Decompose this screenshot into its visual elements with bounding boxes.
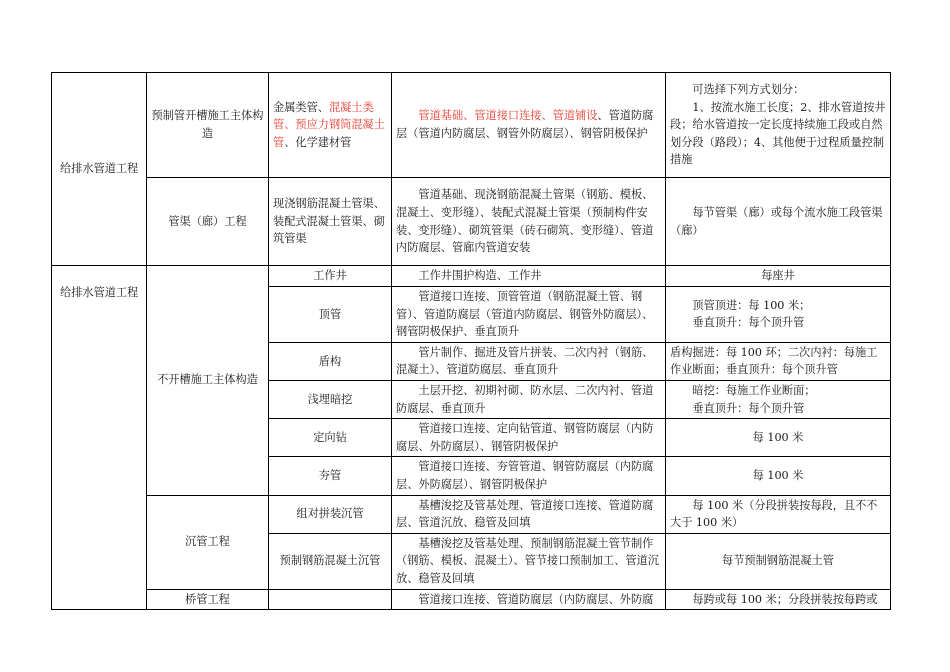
material-cell: 现浇钢筋混凝土管渠、装配式混凝土管渠、砌筑管渠 — [269, 178, 392, 266]
content-cell: 管道基础、管道接口连接、管道铺设、管道防腐层（管道内防腐层、钢管外防腐层）、钢管阴极保护 — [392, 73, 666, 178]
item-name-cell: 预制钢筋混凝土沉管 — [269, 533, 392, 589]
table-row — [52, 495, 891, 533]
item-name-cell: 定向钻 — [269, 419, 392, 457]
subunit-cell: 管渠（廊）工程 — [147, 178, 269, 266]
unit-cell: 每 100 米 — [666, 419, 891, 457]
subunit-cell: 沉管工程 — [147, 495, 269, 589]
unit-cell: 可选择下列方式划分： 1、按流水施工长度；2、排水管道按井段；给水管道按一定长度持续施工段或自然划分段（路段）；4、其他便于过程质量控制措施 — [666, 73, 891, 178]
group-name-cell — [52, 73, 147, 266]
subunit-cell: 桥管工程 — [147, 589, 269, 610]
item-name-cell: 顶管 — [269, 287, 392, 343]
item-name-cell: 组对拼装沉管 — [269, 495, 392, 533]
material-cell: 金属类管、混凝土类管、预应力钢筒混凝土管、化学建材管 — [269, 73, 392, 178]
content-cell: 管片制作、掘进及管片拼装、二次内衬（钢筋、混凝土）、管道防腐层、垂直顶升 — [392, 342, 666, 380]
content-cell: 工作井围护构造、工作井 — [392, 266, 666, 287]
table-row — [52, 178, 891, 266]
unit-cell: 每 100 米 — [666, 457, 891, 495]
unit-cell: 每节管渠（廊）或每个流水施工段管渠（廊） — [666, 178, 891, 266]
item-name-cell — [269, 589, 392, 610]
unit-cell: 盾构掘进：每 100 环；二次内衬：每施工作业断面；垂直顶升：每个顶升管 — [666, 342, 891, 380]
group-name: 给排水管道工程 — [60, 162, 139, 176]
unit-cell: 每座井 — [666, 266, 891, 287]
content-cell: 土层开挖、初期衬砌、防水层、二次内衬、管道防腐层、垂直顶升 — [392, 380, 666, 418]
unit-cell: 每跨或每 100 米；分段拼装按每跨或 — [666, 589, 891, 610]
content-cell: 管道接口连接、顶管管道（钢筋混凝土管、钢管）、管道防腐层（管道内防腐层、钢管外防腐层）、钢管阴极保护、垂直顶升 — [392, 287, 666, 343]
group-name-cell: 给排水管道工程 — [52, 266, 147, 610]
content-cell: 基槽浚挖及管基处理、管道接口连接、管道防腐层、管道沉放、稳管及回填 — [392, 495, 666, 533]
content-cell: 管道接口连接、管道防腐层（内防腐层、外防腐 — [392, 589, 666, 610]
unit-cell: 暗挖：每施工作业断面； 垂直顶升：每个顶升管 — [666, 380, 891, 418]
unit-cell: 顶管顶进：每 100 米； 垂直顶升：每个顶升管 — [666, 287, 891, 343]
construction-division-table — [51, 72, 891, 610]
item-name-cell: 浅埋暗挖 — [269, 380, 392, 418]
table-row — [52, 266, 891, 287]
item-name-cell: 工作井 — [269, 266, 392, 287]
content-cell: 管道接口连接、夯管管道、钢管防腐层（内防腐层、外防腐层）、钢管阴极保护 — [392, 457, 666, 495]
item-name-cell: 夯管 — [269, 457, 392, 495]
unit-cell: 每节预制钢筋混凝土管 — [666, 533, 891, 589]
unit-cell: 每 100 米（分段拼装按每段，且不不大于 100 米） — [666, 495, 891, 533]
content-cell: 管道基础、现浇钢筋混凝土管渠（钢筋、模板、混凝土、变形缝）、装配式混凝土管渠（预制构件安装、变形缝）、砌筑管渠（砖石砌筑、变形缝）、管道内防腐层、管廊内管道安装 — [392, 178, 666, 266]
subunit-cell: 预制管开槽施工主体构造 — [147, 73, 269, 178]
subunit-cell: 不开槽施工主体构造 — [147, 266, 269, 496]
content-cell: 基槽浚挖及管基处理、预制钢筋混凝土管节制作（钢筋、模板、混凝土）、管节接口预制加工、管道沉放、稳管及回填 — [392, 533, 666, 589]
table-row — [52, 73, 891, 178]
item-name-cell: 盾构 — [269, 342, 392, 380]
table-row — [52, 589, 891, 610]
content-cell: 管道接口连接、定向钻管道、钢管防腐层（内防腐层、外防腐层）、钢管阴极保护 — [392, 419, 666, 457]
